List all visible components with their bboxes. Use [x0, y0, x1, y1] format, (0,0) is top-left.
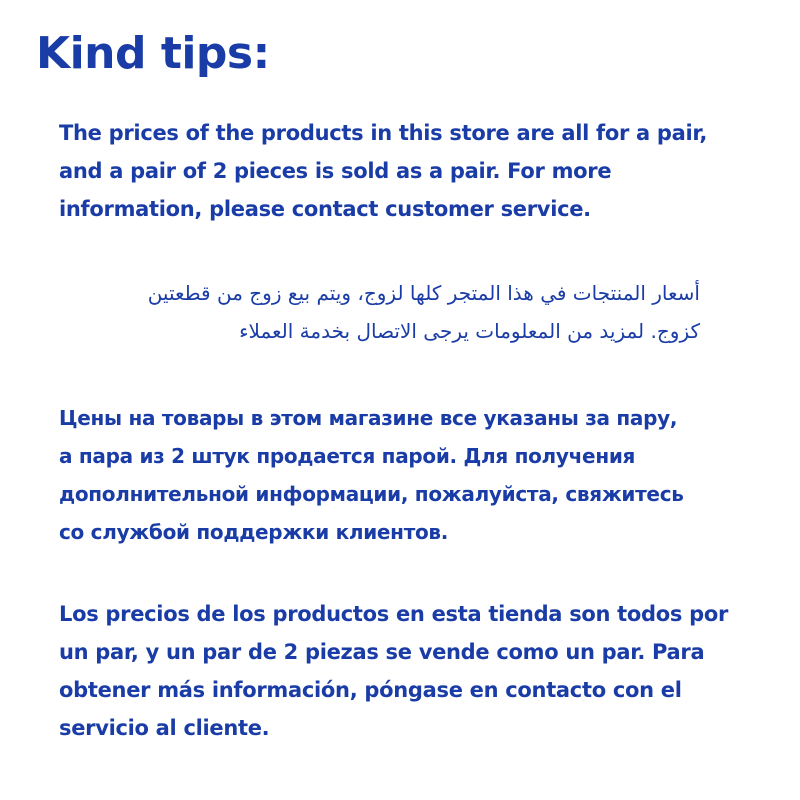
russian-line: Цены на товары в этом магазине все указаны за пару,: [59, 406, 678, 430]
russian-line: со службой поддержки клиентов.: [59, 520, 449, 544]
russian-notice: [59, 399, 794, 551]
spanish-line: obtener más información, póngase en contacto con el: [59, 678, 682, 702]
spanish-line: Los precios de los productos en esta tienda son todos por: [59, 602, 729, 626]
english-line: and a pair of 2 pieces is sold as a pair. For more: [59, 159, 612, 183]
russian-line: дополнительной информации, пожалуйста, свяжитесь: [59, 482, 684, 506]
spanish-notice: [59, 595, 769, 747]
arabic-notice: [40, 274, 700, 350]
russian-line: а пара из 2 штук продается парой. Для получения: [59, 444, 636, 468]
arabic-line: أسعار المنتجات في هذا المتجر كلها لزوج، ويتم بيع زوج من قطعتين: [147, 281, 700, 305]
spanish-line: servicio al cliente.: [59, 716, 270, 740]
arabic-line: كزوج. لمزيد من المعلومات يرجى الاتصال بخدمة العملاء: [239, 319, 700, 343]
english-line: information, please contact customer service.: [59, 197, 591, 221]
spanish-line: un par, y un par de 2 piezas se vende como un par. Para: [59, 640, 705, 664]
english-notice: [59, 114, 759, 228]
page-title: Kind tips:: [36, 28, 270, 79]
english-line: The prices of the products in this store are all for a pair,: [59, 121, 708, 145]
